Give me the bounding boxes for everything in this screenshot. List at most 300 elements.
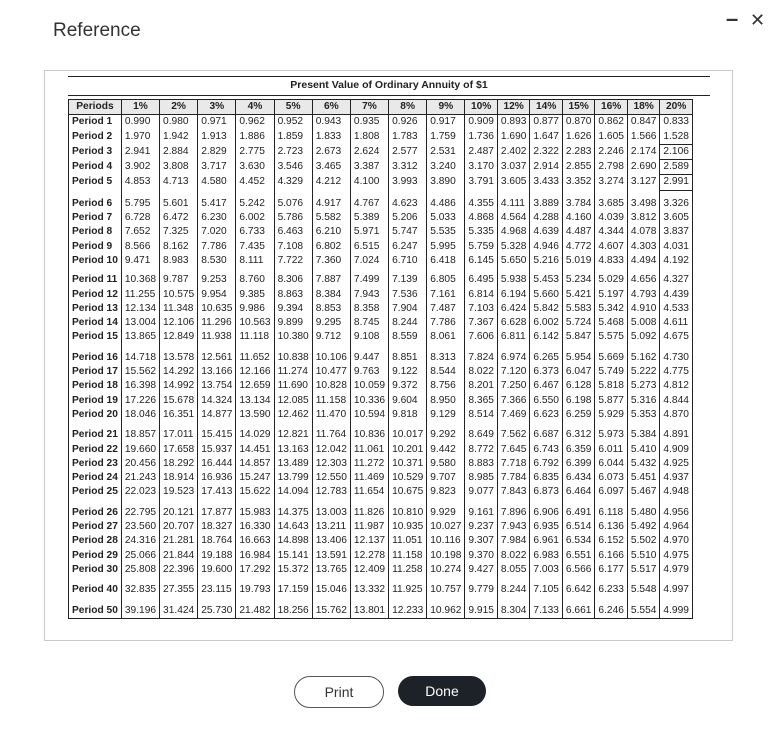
table-cell: 4.793 [627, 288, 660, 302]
table-cell: 5.554 [627, 598, 660, 619]
table-cell: 21.243 [121, 471, 159, 485]
table-cell: 4.844 [660, 394, 693, 408]
table-cell: 4.160 [562, 211, 595, 225]
table-cell: 8.566 [121, 240, 159, 254]
table-cell: 6.687 [530, 422, 563, 442]
table-row [69, 211, 693, 225]
period-label: Period 3 [69, 144, 122, 159]
table-cell: 12.409 [350, 563, 388, 577]
table-cell: 2.577 [389, 144, 427, 159]
table-cell: 10.838 [274, 345, 312, 365]
table-cell: 16.444 [198, 457, 236, 471]
table-cell: 2.174 [627, 144, 660, 159]
table-cell: 6.802 [312, 240, 350, 254]
table-cell: 5.929 [595, 408, 628, 422]
table-cell: 10.274 [427, 563, 465, 577]
table-cell: 11.258 [389, 563, 427, 577]
period-label: Period 25 [69, 485, 122, 499]
table-cell: 22.396 [160, 563, 198, 577]
table-cell: 12.137 [350, 534, 388, 548]
table-cell: 3.498 [627, 190, 660, 211]
table-cell: 5.971 [350, 225, 388, 239]
period-label: Period 30 [69, 563, 122, 577]
table-cell: 3.902 [121, 160, 159, 175]
table-cell: 18.256 [274, 598, 312, 619]
table-cell: 8.559 [389, 330, 427, 344]
table-cell: 9.818 [389, 408, 427, 422]
table-cell: 8.162 [160, 240, 198, 254]
table-cell: 3.889 [530, 190, 563, 211]
table-cell: 6.628 [497, 316, 530, 330]
table-cell: 15.415 [198, 422, 236, 442]
table-cell: 4.564 [497, 211, 530, 225]
table-cell: 14.375 [274, 500, 312, 520]
print-button[interactable]: Print [294, 676, 384, 708]
table-cell: 14.992 [160, 379, 198, 393]
table-cell: 8.201 [465, 379, 498, 393]
column-header-rate: 2% [160, 100, 198, 115]
table-cell: 11.296 [198, 316, 236, 330]
table-cell: 4.970 [660, 534, 693, 548]
table-row [69, 365, 693, 379]
table-cell: 16.984 [236, 549, 274, 563]
table-cell: 7.435 [236, 240, 274, 254]
table-cell: 4.675 [660, 330, 693, 344]
table-cell: 22.023 [121, 485, 159, 499]
column-header-rate: 9% [427, 100, 465, 115]
table-cell: 11.272 [350, 457, 388, 471]
table-cell: 8.950 [427, 394, 465, 408]
table-cell: 5.517 [627, 563, 660, 577]
table-cell: 11.987 [350, 520, 388, 534]
table-cell: 7.718 [497, 457, 530, 471]
table-cell: 5.410 [627, 443, 660, 457]
table-cell: 27.355 [160, 577, 198, 597]
column-header-periods: Periods [69, 100, 122, 115]
table-cell: 5.818 [595, 379, 628, 393]
table-row [69, 160, 693, 175]
table-cell: 4.039 [595, 211, 628, 225]
table-cell: 9.129 [427, 408, 465, 422]
table-cell: 13.004 [121, 316, 159, 330]
table-cell: 4.772 [562, 240, 595, 254]
table-cell: 12.085 [274, 394, 312, 408]
period-label: Period 15 [69, 330, 122, 344]
table-cell: 15.762 [312, 598, 350, 619]
table-cell: 8.544 [427, 365, 465, 379]
table-cell: 5.535 [427, 225, 465, 239]
table-cell: 8.022 [497, 549, 530, 563]
table-cell: 4.979 [660, 563, 693, 577]
table-row [69, 394, 693, 408]
table-cell: 9.427 [465, 563, 498, 577]
table-cell: 13.754 [198, 379, 236, 393]
table-cell: 6.233 [595, 577, 628, 597]
table-cell: 1.626 [562, 130, 595, 145]
table-cell: 1.783 [389, 130, 427, 145]
period-label: Period 14 [69, 316, 122, 330]
table-cell: 6.642 [562, 577, 595, 597]
table-cell: 5.847 [562, 330, 595, 344]
table-cell: 14.451 [236, 443, 274, 457]
table-cell: 5.076 [274, 190, 312, 211]
table-cell: 7.024 [350, 254, 388, 268]
table-cell: 7.020 [198, 225, 236, 239]
table-cell: 4.288 [530, 211, 563, 225]
table-cell: 1.913 [198, 130, 236, 145]
table-cell: 4.607 [595, 240, 628, 254]
table-cell: 7.943 [497, 520, 530, 534]
table-cell: 4.730 [660, 345, 693, 365]
table-cell: 13.578 [160, 345, 198, 365]
table-cell: 6.373 [530, 365, 563, 379]
table-cell: 6.811 [497, 330, 530, 344]
table-cell: 0.917 [427, 115, 465, 130]
table-cell: 2.723 [274, 144, 312, 159]
column-header-rate: 20% [660, 100, 693, 115]
table-cell: 13.489 [274, 457, 312, 471]
table-cell: 5.973 [595, 422, 628, 442]
table-cell: 5.877 [595, 394, 628, 408]
period-label: Period 24 [69, 471, 122, 485]
table-cell: 39.196 [121, 598, 159, 619]
table-cell: 8.756 [427, 379, 465, 393]
table-cell: 7.722 [274, 254, 312, 268]
table-cell: 7.824 [465, 345, 498, 365]
table-cell: 10.635 [198, 302, 236, 316]
table-cell: 18.327 [198, 520, 236, 534]
table-cell: 5.453 [530, 268, 563, 287]
period-label: Period 50 [69, 598, 122, 619]
table-cell: 9.161 [465, 500, 498, 520]
table-cell: 7.367 [465, 316, 498, 330]
table-cell: 10.828 [312, 379, 350, 393]
table-cell: 4.925 [660, 457, 693, 471]
table-cell: 9.447 [350, 345, 388, 365]
period-label: Period 40 [69, 577, 122, 597]
table-row [69, 225, 693, 239]
table-cell: 8.853 [312, 302, 350, 316]
table-cell: 17.658 [160, 443, 198, 457]
table-cell: 6.550 [530, 394, 563, 408]
table-cell: 4.946 [530, 240, 563, 254]
table-cell: 4.909 [660, 443, 693, 457]
table-cell: 4.327 [660, 268, 693, 287]
table-cell: 12.659 [236, 379, 274, 393]
table-cell: 5.795 [121, 190, 159, 211]
table-cell: 6.118 [595, 500, 628, 520]
table-cell: 9.823 [427, 485, 465, 499]
table-cell: 21.482 [236, 598, 274, 619]
table-cell: 4.997 [660, 577, 693, 597]
table-cell: 5.242 [236, 190, 274, 211]
column-header-rate: 8% [389, 100, 427, 115]
table-cell: 19.188 [198, 549, 236, 563]
table-cell: 3.837 [660, 225, 693, 239]
table-cell: 32.835 [121, 577, 159, 597]
table-cell: 8.883 [465, 457, 498, 471]
table-cell: 4.111 [497, 190, 530, 211]
table-row [69, 549, 693, 563]
table-cell: 6.463 [274, 225, 312, 239]
table-cell: 4.999 [660, 598, 693, 619]
table-cell: 5.273 [627, 379, 660, 393]
table-cell: 10.059 [350, 379, 388, 393]
table-cell: 5.938 [497, 268, 530, 287]
table-cell: 1.833 [312, 130, 350, 145]
table-cell: 4.623 [389, 190, 427, 211]
table-cell: 6.002 [530, 316, 563, 330]
period-label: Period 27 [69, 520, 122, 534]
table-cell: 11.061 [350, 443, 388, 457]
table-cell: 10.106 [312, 345, 350, 365]
table-cell: 14.324 [198, 394, 236, 408]
table-cell: 11.158 [312, 394, 350, 408]
table-cell: 3.605 [497, 175, 530, 190]
table-cell: 8.760 [236, 268, 274, 287]
table-body [69, 115, 693, 619]
table-cell: 0.833 [660, 115, 693, 130]
table-cell: 6.194 [497, 288, 530, 302]
table-cell: 1.647 [530, 130, 563, 145]
table-cell: 6.873 [530, 485, 563, 499]
table-cell: 5.548 [627, 577, 660, 597]
table-row [69, 500, 693, 520]
table-cell: 2.991 [660, 175, 693, 190]
table-cell: 7.108 [274, 240, 312, 254]
table-cell: 7.904 [389, 302, 427, 316]
close-icon[interactable]: ✕ [750, 10, 766, 30]
table-cell: 6.961 [530, 534, 563, 548]
table-cell: 6.566 [562, 563, 595, 577]
table-cell: 6.728 [121, 211, 159, 225]
table-cell: 2.531 [427, 144, 465, 159]
table-cell: 4.192 [660, 254, 693, 268]
table-cell: 6.467 [530, 379, 563, 393]
table-row [69, 485, 693, 499]
table-cell: 8.772 [465, 443, 498, 457]
table-cell: 10.477 [312, 365, 350, 379]
table-cell: 1.605 [595, 130, 628, 145]
table-cell: 4.494 [627, 254, 660, 268]
table-cell: 6.515 [350, 240, 388, 254]
table-cell: 13.865 [121, 330, 159, 344]
table-cell: 5.583 [562, 302, 595, 316]
table-cell: 7.562 [497, 422, 530, 442]
table-cell: 10.594 [350, 408, 388, 422]
table-cell: 4.975 [660, 549, 693, 563]
table-cell: 4.891 [660, 422, 693, 442]
table-cell: 2.589 [660, 160, 693, 175]
table-cell: 3.605 [660, 211, 693, 225]
table-cell: 0.980 [160, 115, 198, 130]
table-cell: 9.122 [389, 365, 427, 379]
table-cell: 4.775 [660, 365, 693, 379]
table-cell: 5.954 [562, 345, 595, 365]
table-cell: 19.660 [121, 443, 159, 457]
table-row [69, 422, 693, 442]
table-cell: 7.250 [497, 379, 530, 393]
table-row [69, 563, 693, 577]
table-cell: 5.749 [595, 365, 628, 379]
table-cell: 3.685 [595, 190, 628, 211]
table-cell: 0.847 [627, 115, 660, 130]
table-cell: 5.759 [465, 240, 498, 254]
present-value-table [68, 99, 693, 619]
table-row [69, 598, 693, 619]
table-cell: 0.877 [530, 115, 563, 130]
table-cell: 4.713 [160, 175, 198, 190]
table-cell: 9.712 [312, 330, 350, 344]
table-cell: 5.234 [562, 268, 595, 287]
table-cell: 16.398 [121, 379, 159, 393]
period-label: Period 7 [69, 211, 122, 225]
table-cell: 6.661 [562, 598, 595, 619]
table-cell: 8.649 [465, 422, 498, 442]
table-cell: 6.230 [198, 211, 236, 225]
table-cell: 10.380 [274, 330, 312, 344]
table-cell: 3.993 [389, 175, 427, 190]
table-cell: 13.211 [312, 520, 350, 534]
table-cell: 18.046 [121, 408, 159, 422]
table-cell: 4.639 [530, 225, 563, 239]
table-cell: 7.786 [198, 240, 236, 254]
table-cell: 6.464 [562, 485, 595, 499]
table-cell: 7.652 [121, 225, 159, 239]
table-cell: 4.853 [121, 175, 159, 190]
table-cell: 11.051 [389, 534, 427, 548]
table-row [69, 457, 693, 471]
table-cell: 6.198 [562, 394, 595, 408]
table-cell: 0.909 [465, 115, 498, 130]
table-cell: 3.312 [389, 160, 427, 175]
table-cell: 7.784 [497, 471, 530, 485]
table-cell: 9.779 [465, 577, 498, 597]
table-cell: 15.983 [236, 500, 274, 520]
table-cell: 5.353 [627, 408, 660, 422]
table-cell: 12.134 [121, 302, 159, 316]
table-cell: 14.898 [274, 534, 312, 548]
table-cell: 2.884 [160, 144, 198, 159]
table-cell: 25.730 [198, 598, 236, 619]
minimize-icon[interactable]: – [726, 6, 739, 31]
period-label: Period 23 [69, 457, 122, 471]
period-label: Period 21 [69, 422, 122, 442]
column-header-rate: 5% [274, 100, 312, 115]
table-cell: 1.566 [627, 130, 660, 145]
table-cell: 0.935 [350, 115, 388, 130]
table-cell: 10.368 [121, 268, 159, 287]
table-cell: 15.562 [121, 365, 159, 379]
table-cell: 12.849 [160, 330, 198, 344]
table-cell: 2.798 [595, 160, 628, 175]
table-cell: 6.011 [595, 443, 628, 457]
table-cell: 1.736 [465, 130, 498, 145]
table-cell: 9.929 [427, 500, 465, 520]
table-cell: 2.775 [236, 144, 274, 159]
table-cell: 4.344 [595, 225, 628, 239]
period-label: Period 29 [69, 549, 122, 563]
table-cell: 10.027 [427, 520, 465, 534]
table-cell: 6.142 [530, 330, 563, 344]
table-cell: 13.003 [312, 500, 350, 520]
table-cell: 9.385 [236, 288, 274, 302]
table-cell: 8.530 [198, 254, 236, 268]
table-cell: 7.366 [497, 394, 530, 408]
table-cell: 21.844 [160, 549, 198, 563]
table-cell: 11.925 [389, 577, 427, 597]
table-cell: 15.937 [198, 443, 236, 457]
table-cell: 15.622 [236, 485, 274, 499]
table-cell: 6.743 [530, 443, 563, 457]
table-cell: 0.870 [562, 115, 595, 130]
table-cell: 2.690 [627, 160, 660, 175]
table-cell: 5.384 [627, 422, 660, 442]
table-header-row [69, 100, 693, 115]
table-cell: 8.244 [389, 316, 427, 330]
table-cell: 12.278 [350, 549, 388, 563]
table-cell: 3.784 [562, 190, 595, 211]
table-cell: 7.843 [497, 485, 530, 499]
table-cell: 2.624 [350, 144, 388, 159]
table-cell: 7.003 [530, 563, 563, 577]
table-cell: 7.469 [497, 408, 530, 422]
column-header-rate: 3% [198, 100, 236, 115]
period-label: Period 17 [69, 365, 122, 379]
table-cell: 6.265 [530, 345, 563, 365]
table-cell: 2.246 [595, 144, 628, 159]
table-cell: 11.690 [274, 379, 312, 393]
table-cell: 0.943 [312, 115, 350, 130]
table-cell: 10.116 [427, 534, 465, 548]
table-cell: 5.197 [595, 288, 628, 302]
table-cell: 8.358 [350, 302, 388, 316]
table-cell: 6.246 [595, 598, 628, 619]
table-cell: 18.764 [198, 534, 236, 548]
table-cell: 18.857 [121, 422, 159, 442]
table-cell: 6.935 [530, 520, 563, 534]
table-cell: 2.914 [530, 160, 563, 175]
table-cell: 9.394 [274, 302, 312, 316]
table-cell: 20.121 [160, 500, 198, 520]
table-cell: 0.952 [274, 115, 312, 130]
table-cell: 4.917 [312, 190, 350, 211]
table-cell: 12.550 [312, 471, 350, 485]
table-cell: 3.387 [350, 160, 388, 175]
table-cell: 8.745 [350, 316, 388, 330]
table-cell: 1.690 [497, 130, 530, 145]
table-cell: 6.792 [530, 457, 563, 471]
table-cell: 4.533 [660, 302, 693, 316]
table-cell: 8.304 [497, 598, 530, 619]
table-cell: 4.956 [660, 500, 693, 520]
table-cell: 6.733 [236, 225, 274, 239]
table-cell: 10.017 [389, 422, 427, 442]
table-cell: 17.226 [121, 394, 159, 408]
table-cell: 5.222 [627, 365, 660, 379]
table-cell: 6.835 [530, 471, 563, 485]
table-cell: 2.283 [562, 144, 595, 159]
table-cell: 7.943 [350, 288, 388, 302]
done-button[interactable]: Done [398, 676, 486, 706]
table-row [69, 190, 693, 211]
table-cell: 6.247 [389, 240, 427, 254]
table-cell: 9.707 [427, 471, 465, 485]
table-cell: 13.166 [198, 365, 236, 379]
table-cell: 17.413 [198, 485, 236, 499]
table-cell: 1.808 [350, 130, 388, 145]
table-cell: 12.106 [160, 316, 198, 330]
